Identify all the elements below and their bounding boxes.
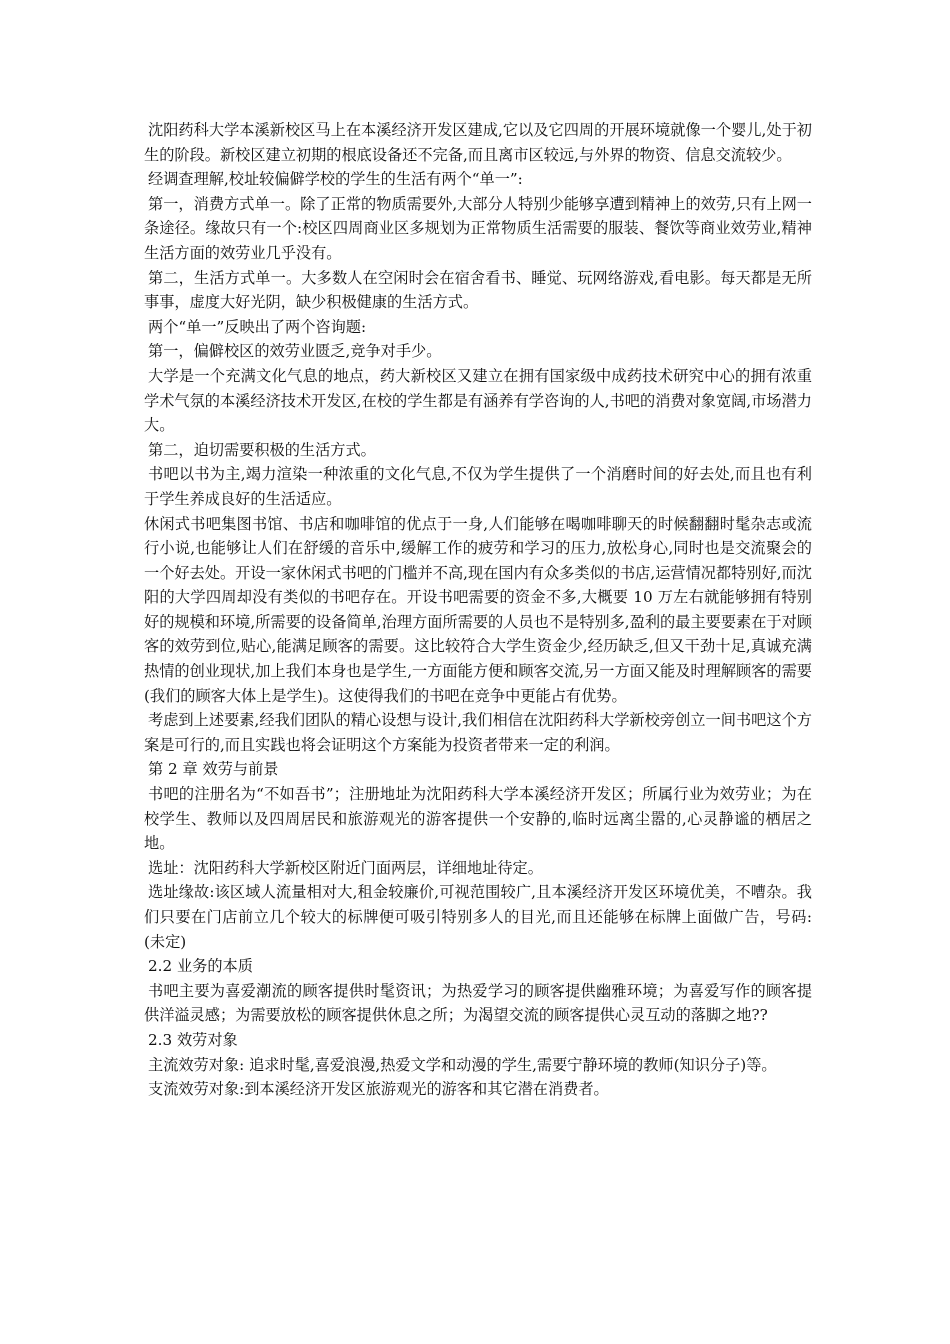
intro-paragraph: 沈阳药科大学本溪新校区马上在本溪经济开发区建成,它以及它四周的开展环境就像一个婴儿,处于初生的阶段。新校区建立初期的根底设备还不完备,而且离市区较远,与外界的物资、信息交流较少。 — [144, 121, 812, 164]
registration-paragraph: 书吧的注册名为“不如吾书”；注册地址为沈阳药科大学本溪经济开发区；所属行业为效劳业；为在校学生、教师以及四周居民和旅游观光的游客提供一个安静的,临时远离尘嚣的,心灵静谧的栖居之地。 — [144, 785, 812, 853]
book-bar-culture-paragraph: 书吧以书为主,竭力渲染一种浓重的文化气息,不仅为学生提供了一个消磨时间的好去处,而且也有利于学生养成良好的生活适应。 — [144, 465, 812, 508]
lifestyle-paragraph: 第二，生活方式单一。大多数人在空闲时会在宿舍看书、睡觉、玩网络游戏,看电影。每天都是无所事事，虚度大好光阴，缺少积极健康的生活方式。 — [144, 268, 812, 312]
document-page — [144, 118, 812, 1102]
survey-paragraph: 经调查理解,校址较偏僻学校的学生的生活有两个“单一”: — [148, 170, 523, 189]
main-customers-paragraph: 主流效劳对象: 追求时髦,喜爱浪漫,热爱文学和动漫的学生,需要宁静环境的教师(知识分子)等。 — [148, 1055, 777, 1074]
university-paragraph: 大学是一个充满文化气息的地点，药大新校区又建立在拥有国家级中成药技术研究中心的拥有浓重学术气氛的本溪经济技术开发区,在校的学生都是有涵养有学咨询的人,书吧的消费对象宽阔,市场潜力大。 — [144, 366, 812, 435]
location-reason-paragraph: 选址缘故:该区域人流量相对大,租金较廉价,可视范围较广,且本溪经济开发区环境优美，不嘈杂。我们只要在门店前立几个较大的标牌便可吸引特别多人的目光,而且还能够在标牌上面做广告，号码:(未定) — [144, 883, 812, 951]
conclusion-paragraph: 考虑到上述要素,经我们团队的精心设想与设计,我们相信在沈阳药科大学新校旁创立一间书吧这个方案是可行的,而且实践也将会证明这个方案能为投资者带来一定的利润。 — [144, 711, 812, 754]
leisure-book-bar-paragraph: 休闲式书吧集图书馆、书店和咖啡馆的优点于一身,人们能够在喝咖啡聊天的时候翻翻时髦杂志或流行小说,也能够让人们在舒缓的音乐中,缓解工作的疲劳和学习的压力,放松身心,同时也是交流聚会的一个好去处。开设一家休闲式书吧的门槛并不高,现在国内有众多类似的书店,运营情况都特别好,而沈阳的大学四周却没有类似的书吧存在。开设书吧需要的资金不多,大概要 10 万左右就能够拥有特别好的规模和环境,所需要的设备简单,治理方面所需要的人员也不是特别多,盈利的最主要要素在于对顾客的效劳到位,贴心,能满足顾客的需要。这比较符合大学生资金少,经历缺乏,但又干劲十足,真诚充满热情的创业现状,加上我们本身也是学生,一方面能方便和顾客交流,另一方面又能及时理解顾客的需要(我们的顾客大体上是学生)。这使得我们的书吧在竞争中更能占有优势。 — [144, 514, 812, 705]
problems-paragraph: 两个“单一”反映出了两个咨询题: — [148, 317, 367, 336]
chapter-2-heading: 第 2 章 效劳与前景 — [148, 760, 279, 779]
location-paragraph: 选址：沈阳药科大学新校区附近门面两层，详细地址待定。 — [148, 858, 543, 877]
problem-one-paragraph: 第一，偏僻校区的效劳业匮乏,竞争对手少。 — [148, 342, 442, 361]
secondary-customers-paragraph: 支流效劳对象:到本溪经济开发区旅游观光的游客和其它潜在消费者。 — [148, 1080, 609, 1099]
section-2-2-heading: 2.2 业务的本质 — [148, 957, 253, 976]
business-nature-paragraph: 书吧主要为喜爱潮流的顾客提供时髦资讯；为热爱学习的顾客提供幽雅环境；为喜爱写作的顾客提供洋溢灵感；为需要放松的顾客提供休息之所；为渴望交流的顾客提供心灵互动的落脚之地?? — [144, 981, 812, 1025]
section-2-3-heading: 2.3 效劳对象 — [148, 1030, 238, 1049]
problem-two-paragraph: 第二，迫切需要积极的生活方式。 — [148, 440, 376, 459]
consumption-paragraph: 第一，消费方式单一。除了正常的物质需要外,大部分人特别少能够享遭到精神上的效劳,只有上网一条途径。缘故只有一个:校区四周商业区多规划为正常物质生活需要的服装、餐饮等商业效劳业,精神生活方面的效劳业几乎没有。 — [144, 194, 812, 262]
